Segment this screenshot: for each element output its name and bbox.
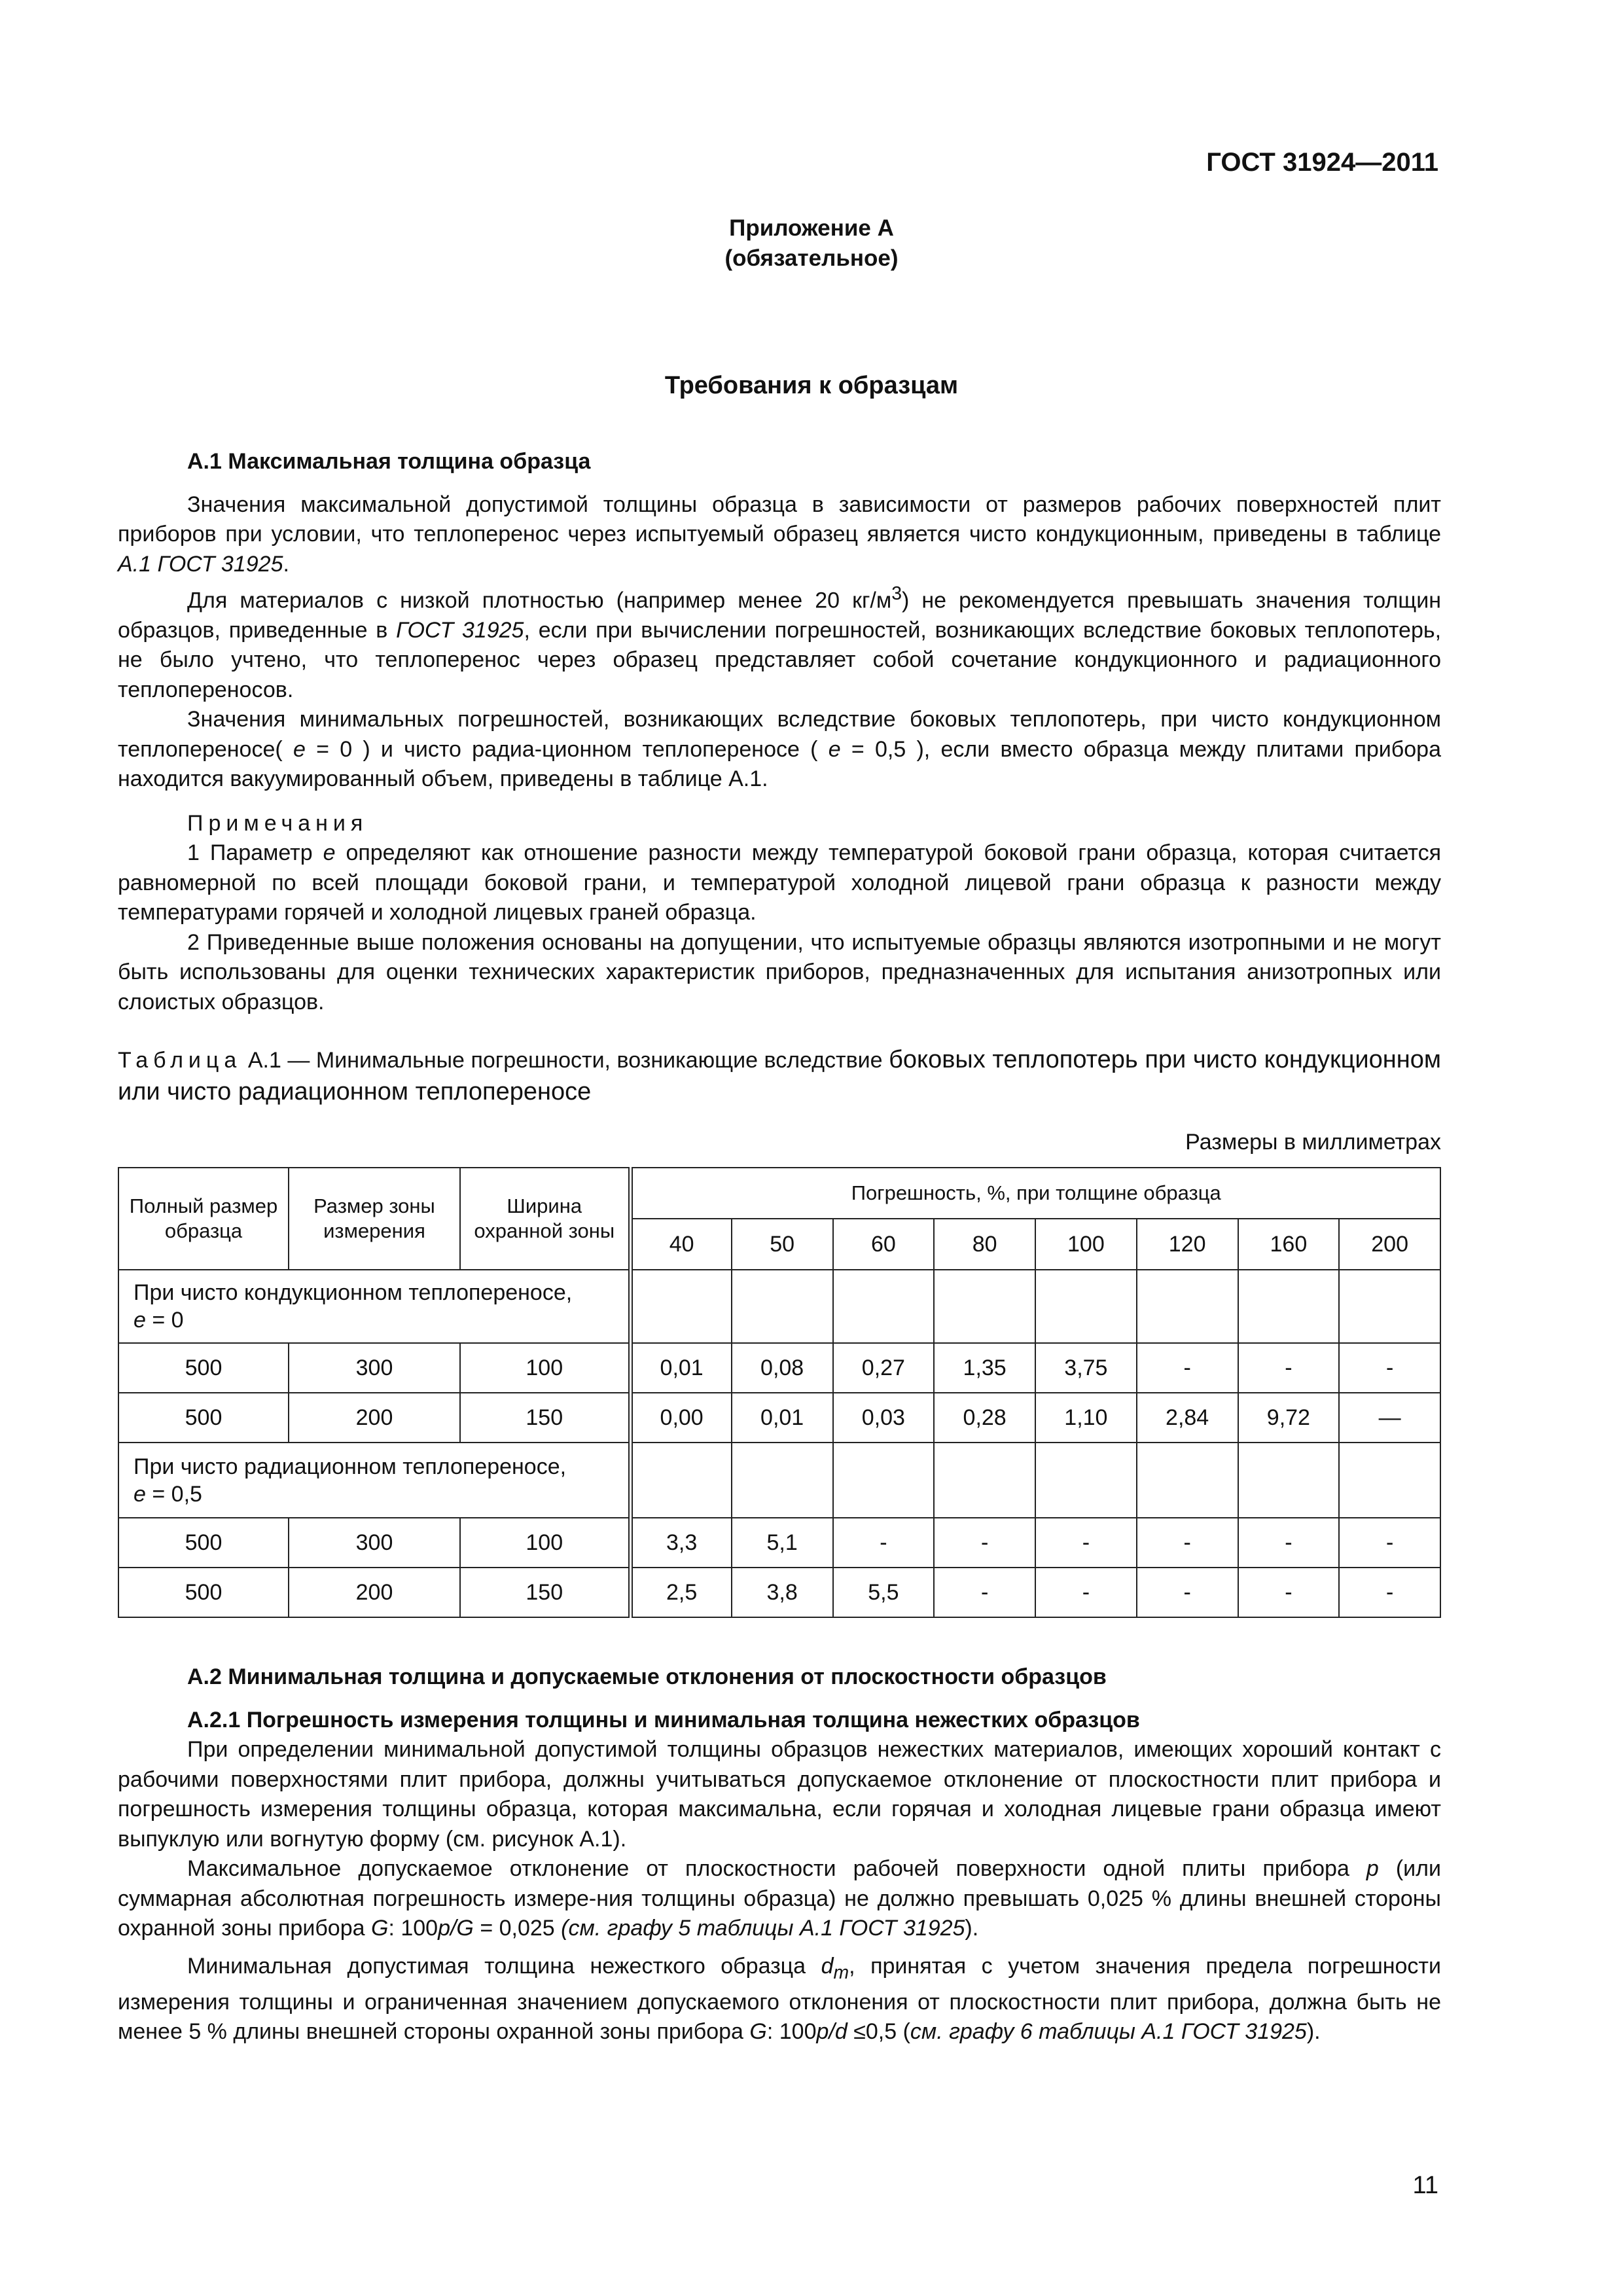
notes-label: Примечания	[187, 810, 368, 836]
table-caption: Таблица А.1 — Минимальные погрешности, возникающие вследствие боковых теплопотерь при чисто кондукционном или чисто радиационном теплопереносе	[118, 1046, 1441, 1105]
table-units: Размеры в миллиметрах	[1185, 1130, 1441, 1155]
group-label-conductive: При чисто кондукционном теплопереносе, e = 0	[118, 1270, 630, 1343]
section-title: Требования к образцам	[664, 372, 959, 399]
a1-paragraph-1: Значения максимальной допустимой толщины образца в зависимости от размеров рабочих поверхностей плит приборов при условии, что теплоперенос через испытуемый образец является чисто кондукционным, приведены в таблице А.1 ГОСТ 31925.	[118, 492, 1441, 577]
thickness-cell: 40	[630, 1219, 732, 1270]
thickness-cell: 100	[1035, 1219, 1137, 1270]
appendix-title: Приложение А	[729, 215, 894, 241]
a1-heading: А.1 Максимальная толщина образца	[187, 449, 591, 474]
section-a1	[118, 447, 1441, 1017]
thickness-cell: 60	[833, 1219, 935, 1270]
table-header-row	[118, 1168, 1440, 1219]
document-code: ГОСТ 31924—2011	[1206, 148, 1438, 177]
header-error: Погрешность, %, при толщине образца	[630, 1168, 1440, 1219]
table-row: 500 200 150 0,00 0,01 0,03 0,28 1,10 2,84 9,72 —	[118, 1393, 1440, 1443]
table-label: Таблица	[118, 1048, 242, 1073]
note-2: 2 Приведенные выше положения основаны на допущении, что испытуемые образцы являются изотропными и не могут быть использованы для оценки технических характеристик приборов, предназначенных для испытания анизотропных или слоистых образцов.	[118, 929, 1441, 1014]
a2-paragraph-1: При определении минимальной допустимой толщины образцов нежестких материалов, имеющих хороший контакт с рабочими поверхностями плит прибора, должны учитываться допускаемое отклонение от плоскостности плит прибора и погрешность измерения толщины образца, которая максимальна, если горячая и холодная лицевые грани образца имеют выпуклую или вогнутую форму (см. рисунок А.1).	[118, 1737, 1441, 1852]
a2-paragraph-2: Максимальное допускаемое отклонение от плоскостности рабочей поверхности одной плиты прибора p (или суммарная абсолютная погрешность измере-ния толщины образца) не должно превышать 0,025 % длины внешней стороны охранной зоны прибора G: 100p/G = 0,025 (см. графу 5 таблицы А.1 ГОСТ 31925).	[118, 1856, 1441, 1941]
a21-heading: А.2.1 Погрешность измерения толщины и минимальная толщина нежестких образцов	[187, 1707, 1140, 1732]
appendix-heading	[0, 213, 1623, 274]
a2-heading: А.2 Минимальная толщина и допускаемые отклонения от плоскостности образцов	[187, 1664, 1107, 1689]
table-row: 500 300 100 3,3 5,1 - - - - - -	[118, 1518, 1440, 1568]
thickness-cell: 200	[1339, 1219, 1440, 1270]
page-number: 11	[1412, 2172, 1438, 2199]
group-label-radiative: При чисто радиационном теплопереносе, e = 0,5	[118, 1443, 630, 1518]
a1-paragraph-3: Значения минимальных погрешностей, возникающих вследствие боковых теплопотерь, при чисто кондукционном теплопереносе( e = 0 ) и чисто радиа-ционном теплопереносе ( e = 0,5 ), если вместо образца между плитами прибора находится вакуумированный объем, приведены в таблице А.1.	[118, 707, 1441, 792]
header-guard-width: Ширина охранной зоны	[460, 1168, 630, 1270]
header-full-size: Полный размер образца	[118, 1168, 289, 1270]
table-row: 500 300 100 0,01 0,08 0,27 1,35 3,75 - - -	[118, 1343, 1440, 1393]
appendix-status: (обязательное)	[724, 245, 899, 271]
table-row: 500 200 150 2,5 3,8 5,5 - - - - -	[118, 1568, 1440, 1617]
thickness-cell: 160	[1238, 1219, 1340, 1270]
header-zone-size: Размер зоны измерения	[289, 1168, 460, 1270]
thickness-cell: 50	[732, 1219, 833, 1270]
group-row-radiative	[118, 1443, 1440, 1518]
note-1: 1 Параметр e определяют как отношение разности между температурой боковой грани образца, которая считается равномерной по всей площади боковой грани, и температурой холодной лицевой грани образца к разности между температурами горячей и холодной лицевых граней образца.	[118, 840, 1442, 925]
thickness-cell: 80	[934, 1219, 1035, 1270]
group-row-conductive	[118, 1270, 1440, 1343]
section-a2	[118, 1662, 1441, 2047]
a2-paragraph-3: Минимальная допустимая толщина нежесткого образца $d_m$, принятая с учетом значения предела погрешности измерения толщины и ограниченная значением допускаемого отклонения от плоскостности плит прибора, должна быть не менее 5 % длины внешней стороны охранной зоны прибора G: 100p/d ≤0,5 (см. графу 6 таблицы А.1 ГОСТ 31925).	[118, 1953, 1441, 2045]
a1-paragraph-2: Для материалов с низкой плотностью (например менее 20 $кг/м^3$) не рекомендуется превышать значения толщин образцов, приведенные в ГОСТ 31925, если при вычислении погрешностей, возникающих вследствие боковых теплопотерь, не было учтено, что теплоперенос через образец представляет собой сочетание кондукционного и радиационного теплопереносов.	[118, 583, 1442, 702]
error-table	[118, 1167, 1441, 1618]
thickness-cell: 120	[1137, 1219, 1238, 1270]
